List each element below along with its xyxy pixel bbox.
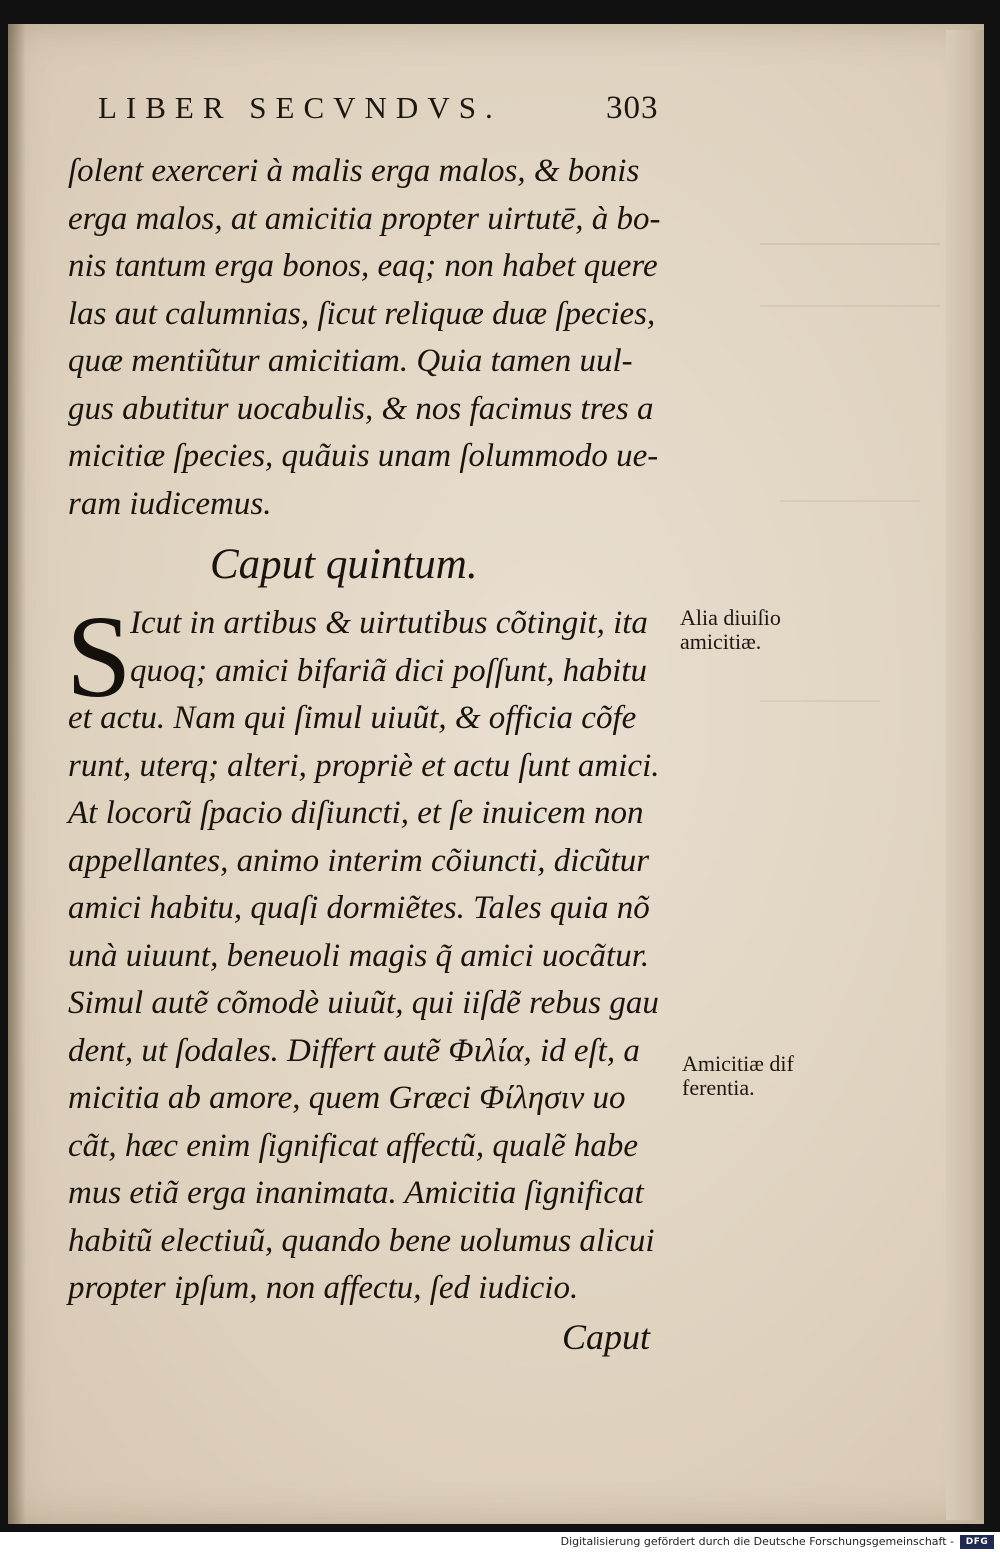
text-line: micitiæ ſpecies, quãuis unam ſolummodo ue- [68, 438, 659, 474]
drop-cap: S [66, 591, 132, 722]
dfg-logo: DFG [960, 1535, 994, 1549]
chapter-heading: Caput quintum. [210, 541, 478, 588]
text-line: Icut in artibus & uirtutibus cõtingit, ita [130, 605, 648, 641]
text-line: ram iudicemus. [68, 485, 272, 522]
page-edge-stack [946, 30, 984, 1520]
text-line: erga malos, at amicitia propter uirtutē, à bo- [68, 200, 661, 237]
text-line: propter ipſum, non affectu, ſed iudicio. [68, 1270, 579, 1306]
marginal-note [682, 1052, 794, 1100]
text-line: cãt, hæc enim ſignificat affectũ, qualẽ habe [68, 1127, 639, 1164]
text-line: runt, uterq; alteri, propriè et actu ſunt amici. [68, 747, 660, 784]
show-through-bleed [760, 214, 940, 307]
running-head [98, 90, 678, 126]
marginal-note-line: ferentia. [682, 1075, 755, 1100]
spine-shadow [8, 24, 26, 1524]
text-line: quæ mentiũtur amicitiam. Quia tamen uul- [68, 343, 633, 379]
running-head-title: LIBER SECVNDVS. [98, 90, 502, 125]
text-line: et actu. Nam qui ſimul uiuũt, & officia cõfe [68, 700, 637, 736]
funding-credit: Digitalisierung gefördert durch die Deutsche Forschungsgemeinschaft - [560, 1535, 954, 1548]
text-line: unà uiuunt, beneuoli magis q̃ amici uocãtur. [68, 937, 650, 974]
marginal-note-line: amicitiæ. [680, 629, 762, 654]
text-line: gus abutitur uocabulis, & nos facimus tres a [68, 390, 654, 427]
text-line: micitia ab amore, quem Græci Φίλησιν uo [68, 1080, 626, 1116]
text-line: quoq; amici bifariã dici poſſunt, habitu [130, 652, 647, 689]
paragraph-1 [68, 148, 668, 528]
text-line: ſolent exerceri à malis erga malos, & bonis [68, 153, 640, 189]
paragraph-2 [66, 591, 668, 1313]
text-line: mus etiã erga inanimata. Amicitia ſignificat [68, 1175, 644, 1211]
catchword: Caput [562, 1317, 651, 1357]
show-through-bleed [780, 500, 920, 552]
page-number: 303 [606, 90, 659, 126]
marginal-note-line: Alia diuiſio [680, 605, 781, 630]
text-line: dent, ut ſodales. Differt autẽ Φιλία, id eſt, a [68, 1032, 640, 1069]
text-line: nis tantum erga bonos, eaq; non habet quere [68, 248, 658, 284]
text-line: At locorũ ſpacio diſiuncti, et ſe inuicem non [68, 795, 644, 831]
text-line: appellantes, animo interim cõiuncti, dicũtur [68, 842, 650, 879]
text-line: habitũ electiuũ, quando bene uolumus alicui [68, 1222, 655, 1259]
marginal-note [680, 606, 781, 654]
text-line: Simul autẽ cõmodè uiuũt, qui iiſdẽ rebus gau [68, 985, 659, 1021]
show-through-bleed [760, 700, 880, 742]
text-line: las aut calumnias, ſicut reliquæ duæ ſpecies, [68, 295, 656, 332]
text-line: amici habitu, quaſi dormiẽtes. Tales quia nõ [68, 890, 650, 926]
marginal-note-line: Amicitiæ dif [682, 1051, 794, 1076]
